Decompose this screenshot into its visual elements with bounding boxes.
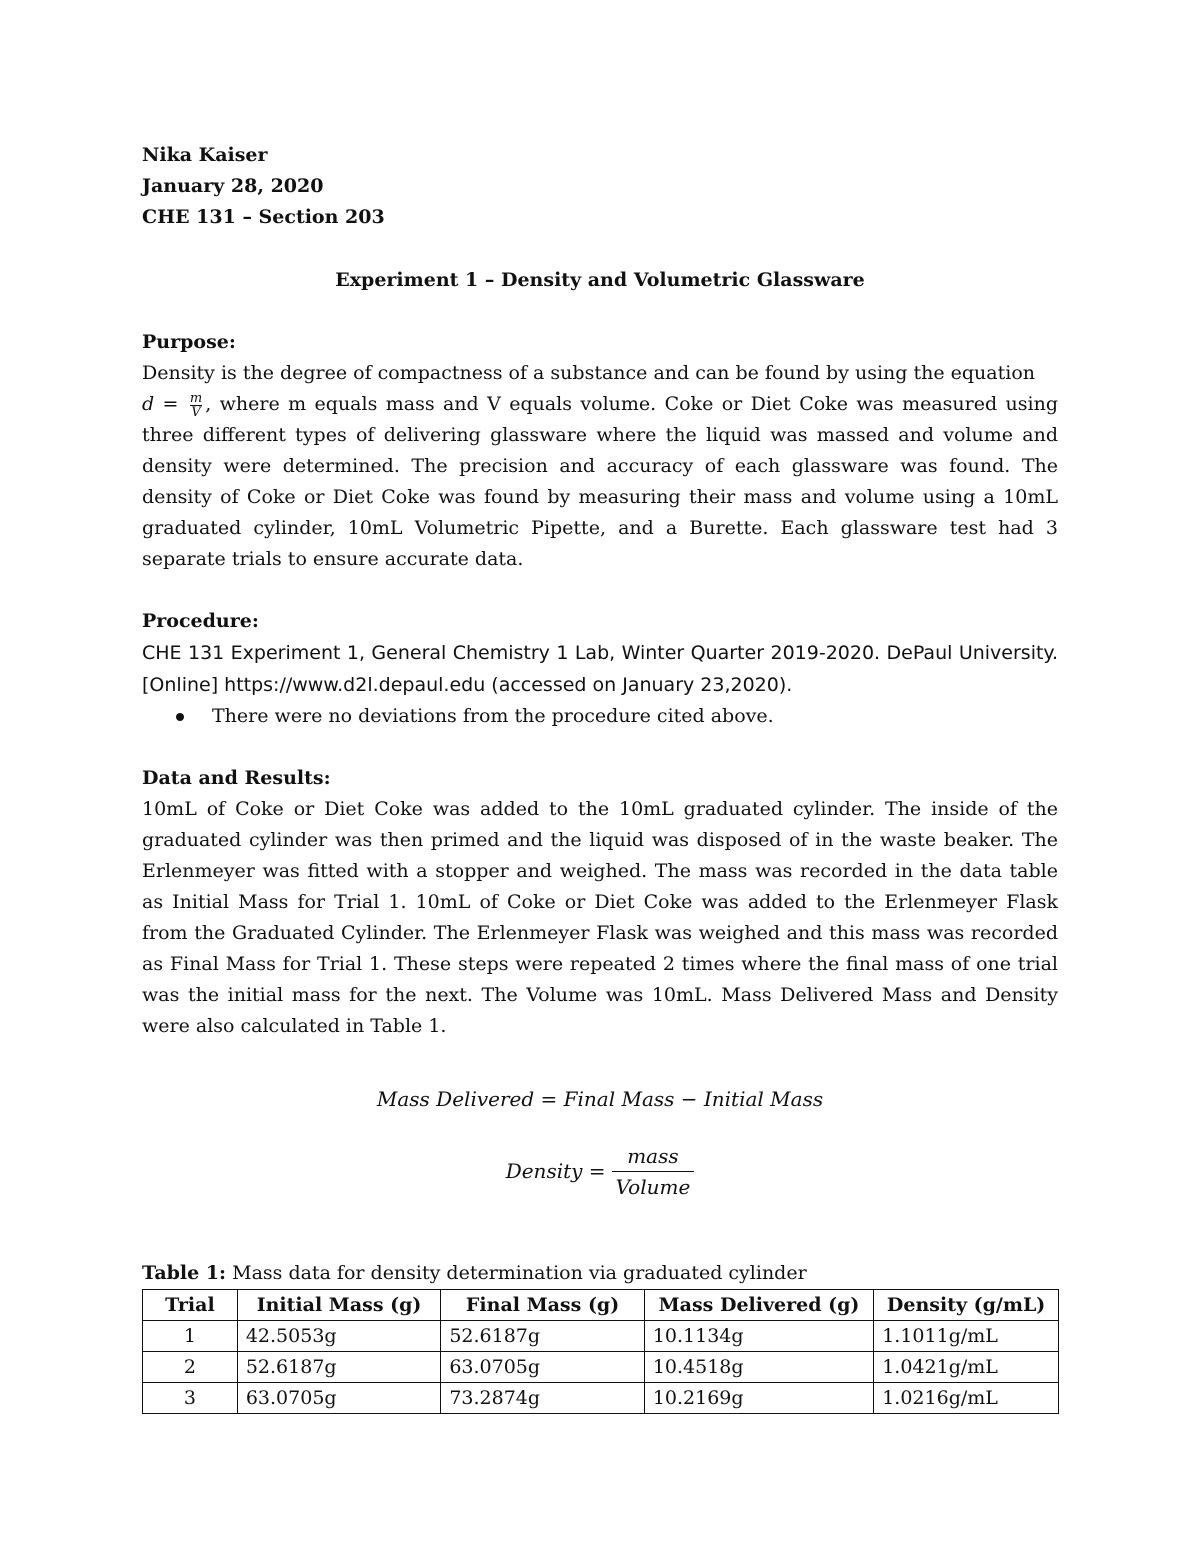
data-results-paragraph: 10mL of Coke or Diet Coke was added to the 10mL graduated cylinder. The inside of the graduated cylinder was then primed and the liquid was disposed of in the waste beaker. The Erlenmeyer was fitted with a stopper and weighed. The mass was recorded in the data table as Initial Mass for Trial 1. 10mL of Coke or Diet Coke was added to the Erlenmeyer Flask from the Graduated Cylinder. The Erlenmeyer Flask was weighed and this mass was recorded as Final Mass for Trial 1. These steps were repeated 2 times where the final mass of one trial was the initial mass for the next. The Volume was 10mL. Mass Delivered Mass and Density were also calculated in Table 1. bbox=[142, 798, 1058, 1037]
table-caption-text: Mass data for density determination via graduated cylinder bbox=[226, 1262, 807, 1284]
column-header-density: Density (g/mL) bbox=[874, 1290, 1059, 1321]
cell-initial-mass: 52.6187g bbox=[237, 1352, 440, 1383]
cell-density: 1.1011g/mL bbox=[874, 1321, 1059, 1352]
inline-fraction-numerator: m bbox=[189, 390, 203, 406]
purpose-paragraph bbox=[142, 358, 1058, 575]
report-date: January 28, 2020 bbox=[142, 175, 324, 197]
cell-trial: 3 bbox=[143, 1383, 238, 1414]
list-item bbox=[176, 701, 1058, 732]
column-header-final-mass: Final Mass (g) bbox=[441, 1290, 644, 1321]
table-row bbox=[143, 1321, 1059, 1352]
cell-final-mass: 63.0705g bbox=[441, 1352, 644, 1383]
purpose-heading: Purpose: bbox=[142, 331, 236, 353]
density-equation-lhs: Density = bbox=[505, 1159, 606, 1183]
mass-delivered-equation: Mass Delivered = Final Mass − Initial Mass bbox=[376, 1087, 824, 1111]
cell-mass-delivered: 10.2169g bbox=[644, 1383, 873, 1414]
density-fraction-denominator: Volume bbox=[612, 1171, 695, 1202]
cell-trial: 2 bbox=[143, 1352, 238, 1383]
density-fraction bbox=[612, 1141, 695, 1202]
purpose-text-line1: Density is the degree of compactness of a substance and can be found by using the equation bbox=[142, 362, 1036, 384]
bullet-text: There were no deviations from the procedure cited above. bbox=[212, 705, 774, 727]
mass-data-table bbox=[142, 1289, 1059, 1414]
bullet-icon bbox=[176, 713, 184, 721]
experiment-title: Experiment 1 – Density and Volumetric Glassware bbox=[335, 269, 865, 291]
table-header-row bbox=[143, 1290, 1059, 1321]
table-caption-label: Table 1: bbox=[142, 1262, 227, 1284]
table-caption bbox=[142, 1258, 1058, 1289]
document-page bbox=[142, 140, 1058, 1414]
table-row bbox=[143, 1383, 1059, 1414]
column-header-mass-delivered: Mass Delivered (g) bbox=[644, 1290, 873, 1321]
course-section: CHE 131 – Section 203 bbox=[142, 206, 385, 228]
procedure-heading: Procedure: bbox=[142, 610, 259, 632]
cell-final-mass: 52.6187g bbox=[441, 1321, 644, 1352]
cell-mass-delivered: 10.1134g bbox=[644, 1321, 873, 1352]
author-name: Nika Kaiser bbox=[142, 144, 268, 166]
cell-initial-mass: 63.0705g bbox=[237, 1383, 440, 1414]
inline-eq-lhs: d = bbox=[142, 393, 179, 415]
column-header-trial: Trial bbox=[143, 1290, 238, 1321]
cell-density: 1.0216g/mL bbox=[874, 1383, 1059, 1414]
cell-trial: 1 bbox=[143, 1321, 238, 1352]
density-equation bbox=[142, 1141, 1058, 1202]
cell-initial-mass: 42.5053g bbox=[237, 1321, 440, 1352]
cell-mass-delivered: 10.4518g bbox=[644, 1352, 873, 1383]
density-fraction-numerator: mass bbox=[627, 1144, 679, 1168]
inline-fraction bbox=[189, 392, 203, 419]
procedure-bullet-list bbox=[142, 701, 1058, 732]
density-inline-equation bbox=[142, 390, 205, 420]
table-row bbox=[143, 1352, 1059, 1383]
cell-final-mass: 73.2874g bbox=[441, 1383, 644, 1414]
inline-fraction-denominator: V bbox=[191, 404, 201, 420]
cell-density: 1.0421g/mL bbox=[874, 1352, 1059, 1383]
purpose-text-rest: , where m equals mass and V equals volume. Coke or Diet Coke was measured using three different types of delivering glassware where the liquid was massed and volume and density were determined. The precision and accuracy of each glassware was found. The density of Coke or Diet Coke was found by measuring their mass and volume using a 10mL graduated cylinder, 10mL Volumetric Pipette, and a Burette. Each glassware test had 3 separate trials to ensure accurate data. bbox=[142, 393, 1058, 570]
column-header-initial-mass: Initial Mass (g) bbox=[237, 1290, 440, 1321]
data-results-heading: Data and Results: bbox=[142, 767, 331, 789]
procedure-citation: CHE 131 Experiment 1, General Chemistry 1 Lab, Winter Quarter 2019-2020. DePaul University. [Online] https://www.d2l.depaul.edu (accessed on January 23,2020). bbox=[142, 642, 1058, 696]
